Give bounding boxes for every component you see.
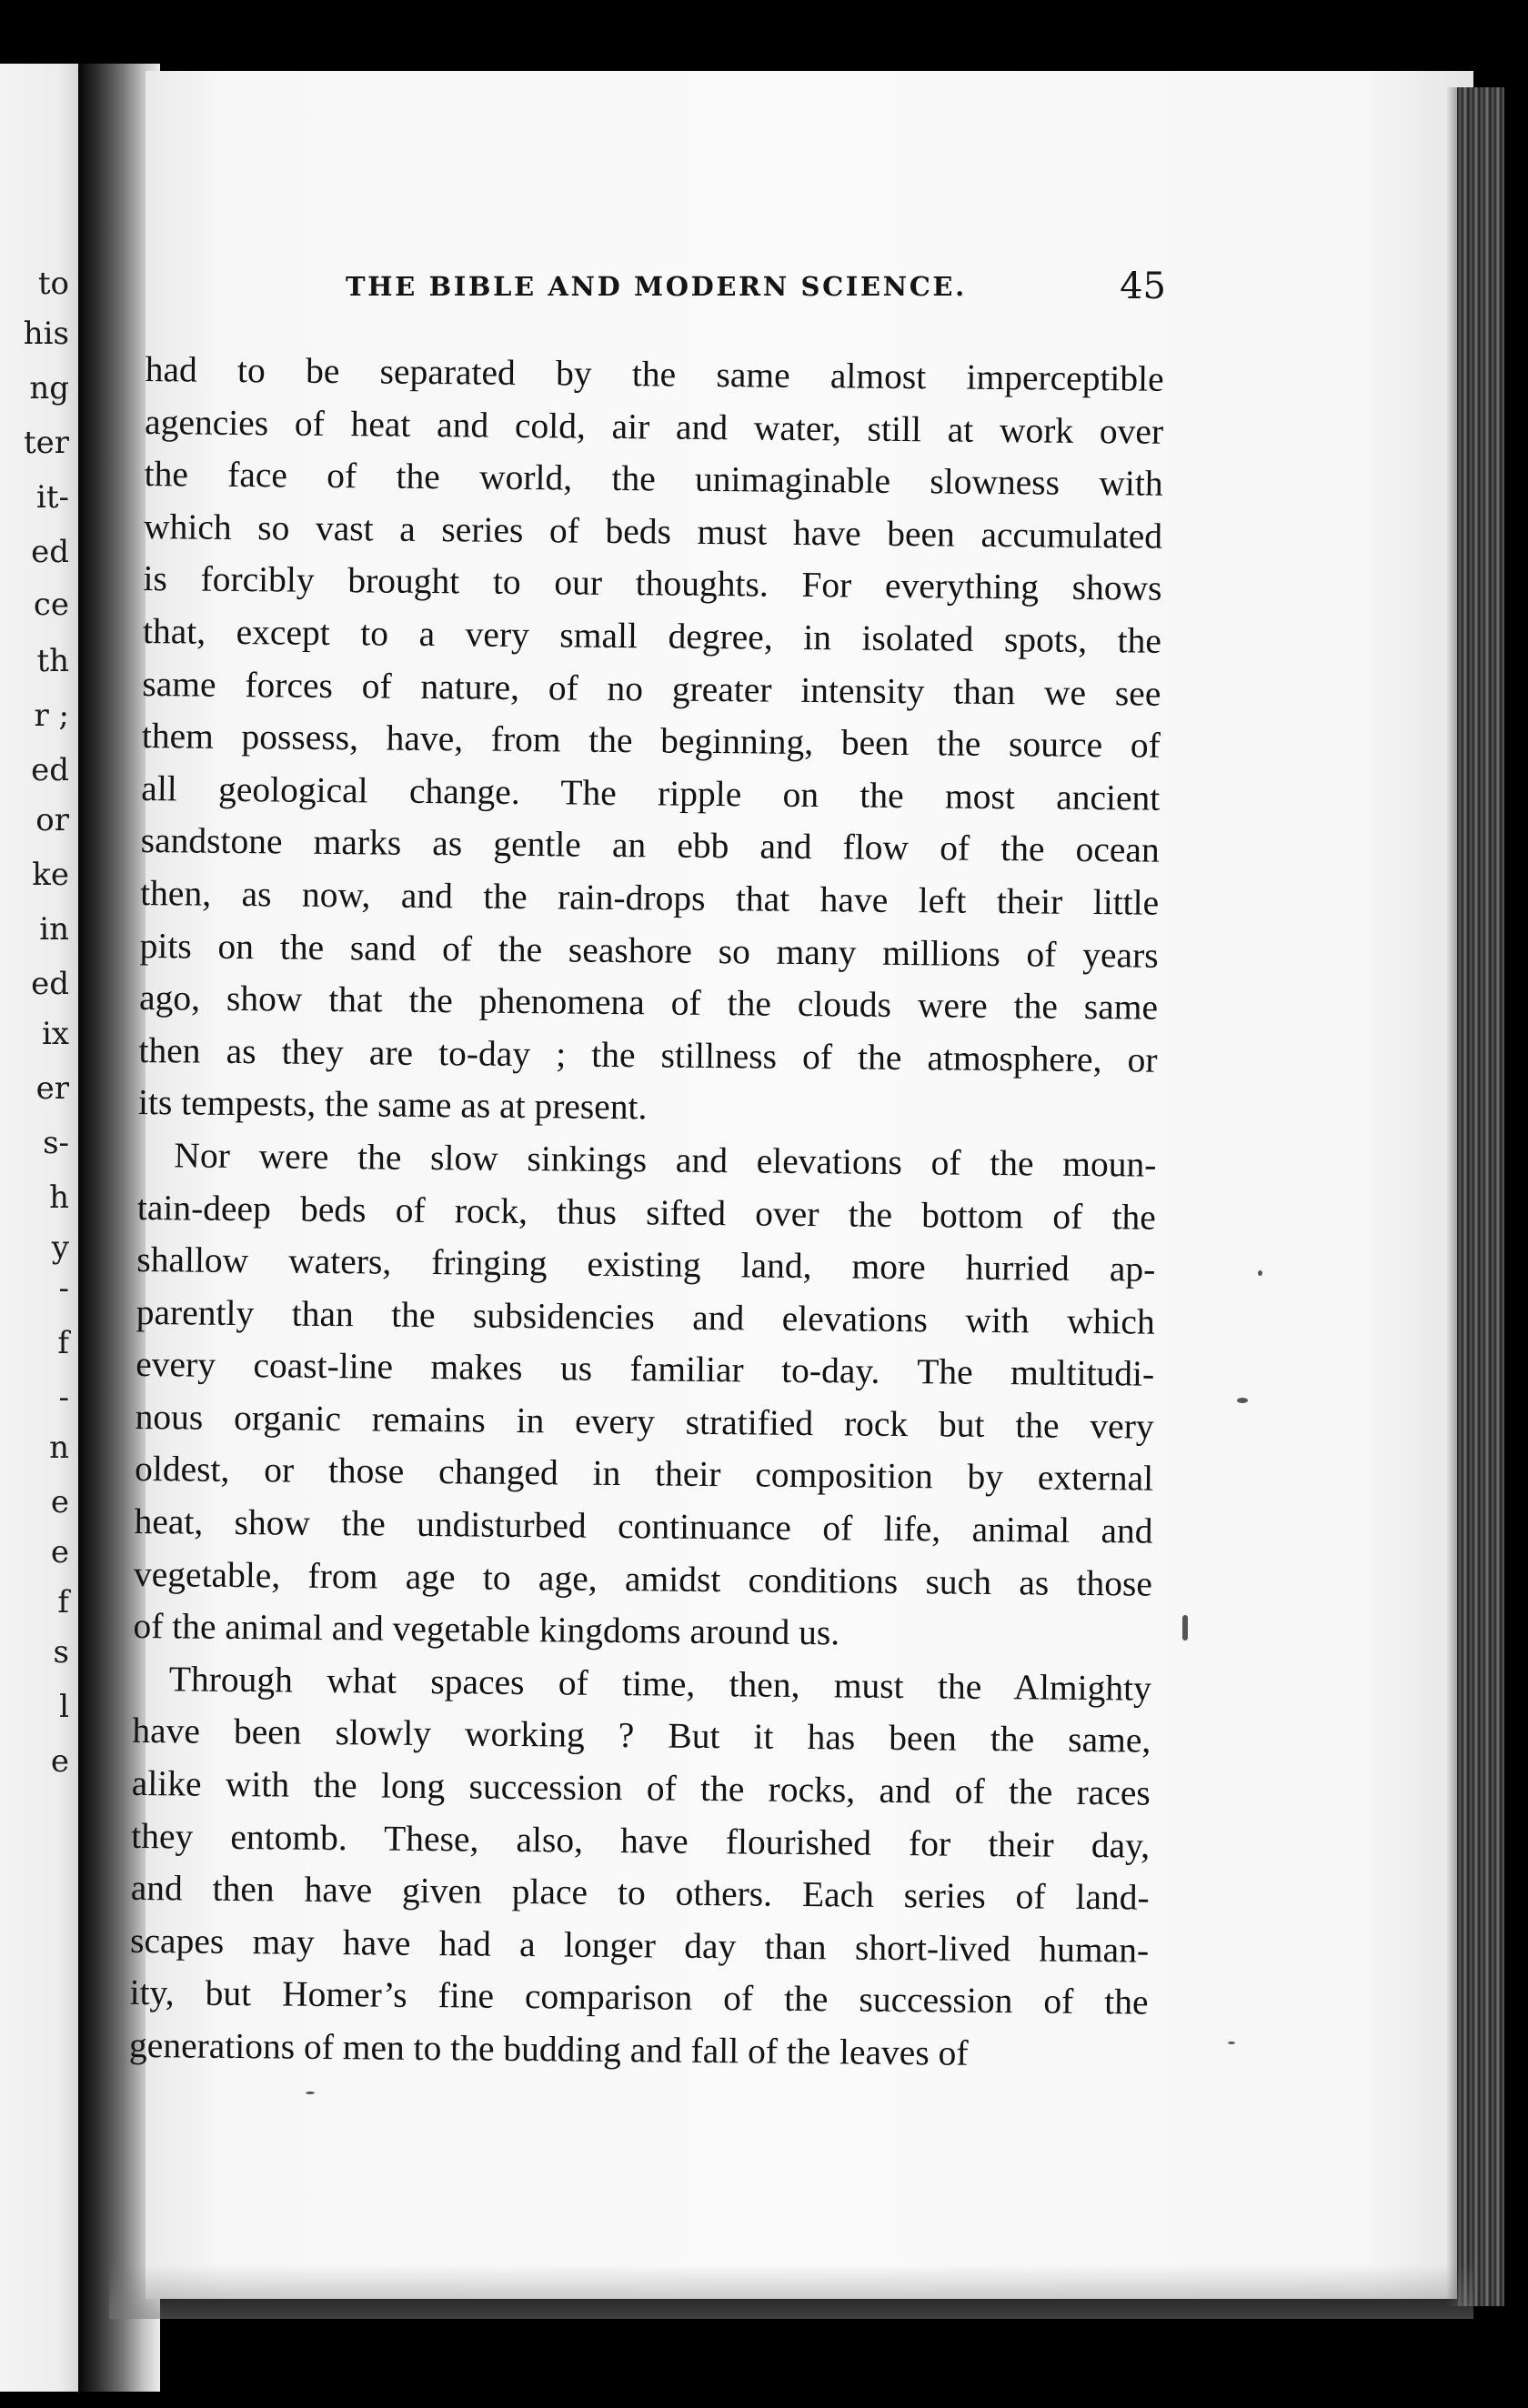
speck-mark [306, 2092, 315, 2094]
speck-mark [1258, 1270, 1262, 1276]
text-line: is forcibly brought to our thoughts. For everything shows [143, 558, 1162, 609]
text-line: then as they are to-day ; the stillness of the atmosphere, or [138, 1029, 1158, 1080]
text-line: the face of the world, the unimaginable slowness with [144, 454, 1163, 504]
left-page-fragment: n [49, 1430, 69, 1466]
left-page-fragment: s- [43, 1125, 69, 1161]
text-line: agencies of heat and cold, air and water, still at work over [144, 401, 1164, 452]
left-page-fragment: h [49, 1179, 69, 1216]
text-line: that, except to a very small degree, in isolated spots, the [142, 610, 1162, 661]
text-line: Nor were the slow sinkings and elevations of the moun- [174, 1135, 1157, 1185]
text-line: pits on the sand of the seashore so many millions of years [139, 925, 1159, 976]
text-line: ago, show that the phenomena of the clouds were the same [138, 978, 1159, 1028]
text-line: all geological change. The ripple on the most ancient [141, 768, 1161, 818]
left-page-fragment: e [50, 1534, 69, 1570]
text-line: heat, show the undisturbed continuance of life, animal and [134, 1501, 1153, 1551]
text-line: scapes may have had a longer day than short-lived human- [129, 1920, 1150, 1971]
paragraph [129, 1653, 1151, 2082]
text-line: have been slowly working ? But it has been the same, [132, 1711, 1151, 1761]
left-page-fragment: to [37, 266, 69, 302]
left-page-fragment: y [51, 1229, 69, 1266]
speck-mark [1237, 1398, 1248, 1403]
paragraph [133, 1129, 1156, 1663]
text-line: then, as now, and the rain-drops that have left their little [139, 872, 1160, 923]
left-page-fragment: ix [41, 1016, 69, 1052]
text-line: they entomb. These, also, have flourished for their day, [131, 1815, 1151, 1866]
page-number: 45 [1120, 266, 1166, 307]
left-page-fragment: in [39, 911, 69, 948]
text-line: nous organic remains in every stratified rock but the very [135, 1396, 1154, 1447]
text-line: parently than the subsidencies and elevations with which [136, 1291, 1155, 1342]
left-page-fragment: ed [31, 752, 69, 788]
left-page-fragment: - [58, 1380, 69, 1416]
left-page-fragment: ng [29, 370, 69, 406]
text-line: generations of men to the budding and fall of the leaves of [128, 2024, 969, 2073]
text-line: its tempests, the same as at present. [137, 1082, 648, 1128]
text-line: sandstone marks as gentle an ebb and flow of the ocean [140, 820, 1160, 871]
left-page-fragment: th [36, 643, 69, 679]
left-page-fragment: ter [23, 425, 69, 461]
text-line: and then have given place to others. Each series of land- [130, 1868, 1150, 1918]
paragraph [138, 344, 1164, 1139]
left-page-fragment: f [57, 1325, 69, 1361]
text-line: Through what spaces of time, then, must the Almighty [168, 1659, 1152, 1709]
text-line: shallow waters, fringing existing land, more hurried ap- [136, 1239, 1156, 1289]
running-head [346, 266, 1310, 311]
left-page-fragment: ce [33, 587, 69, 623]
text-line: vegetable, from age to age, amidst conditions such as those [133, 1553, 1153, 1604]
body-text [129, 344, 1164, 2082]
speck-mark [1228, 2042, 1235, 2044]
page-edges-block [1457, 87, 1504, 2306]
text-line: same forces of nature, of no greater intensity than we see [142, 663, 1161, 714]
text-line: them possess, have, from the beginning, been the source of [141, 716, 1161, 766]
left-page-fragment: it- [35, 479, 69, 516]
left-page-fragment: er [35, 1070, 69, 1107]
left-page-fragment: e [50, 1484, 69, 1520]
left-page-fragment: or [35, 802, 69, 838]
text-line: had to be separated by the same almost imperceptible [145, 348, 1164, 399]
left-page-fragment: - [58, 1270, 69, 1307]
left-page-fragment: ed [31, 534, 69, 570]
text-line: alike with the long succession of the rocks, and of the races [131, 1762, 1151, 1813]
left-page-fragment: l [59, 1689, 69, 1725]
page-bottom-shadow [109, 2264, 1473, 2319]
left-page-fragment: ed [31, 966, 69, 1002]
text-line: of the animal and vegetable kingdoms around us. [133, 1606, 840, 1653]
left-page-fragment: f [57, 1584, 69, 1620]
left-page-fragment: r ; [34, 697, 69, 734]
text-line: which so vast a series of beds must have been accumulated [143, 506, 1163, 557]
text-line: tain-deep beds of rock, thus sifted over the bottom of the [136, 1187, 1157, 1238]
text-line: every coast-line makes us familiar to-day. The multitudi- [136, 1344, 1155, 1394]
left-page-edge [0, 64, 78, 2392]
text-line: ity, but Homer’s fine comparison of the succession of the [129, 1972, 1149, 2023]
text-line: oldest, or those changed in their composition by external [134, 1449, 1154, 1500]
running-head-title: THE BIBLE AND MODERN SCIENCE. [346, 271, 967, 302]
left-page-fragment: e [50, 1743, 69, 1780]
left-page-fragment: his [23, 316, 69, 352]
left-page-fragment: ke [32, 857, 69, 893]
speck-mark [1182, 1615, 1188, 1640]
left-page-fragment: s [53, 1634, 69, 1671]
